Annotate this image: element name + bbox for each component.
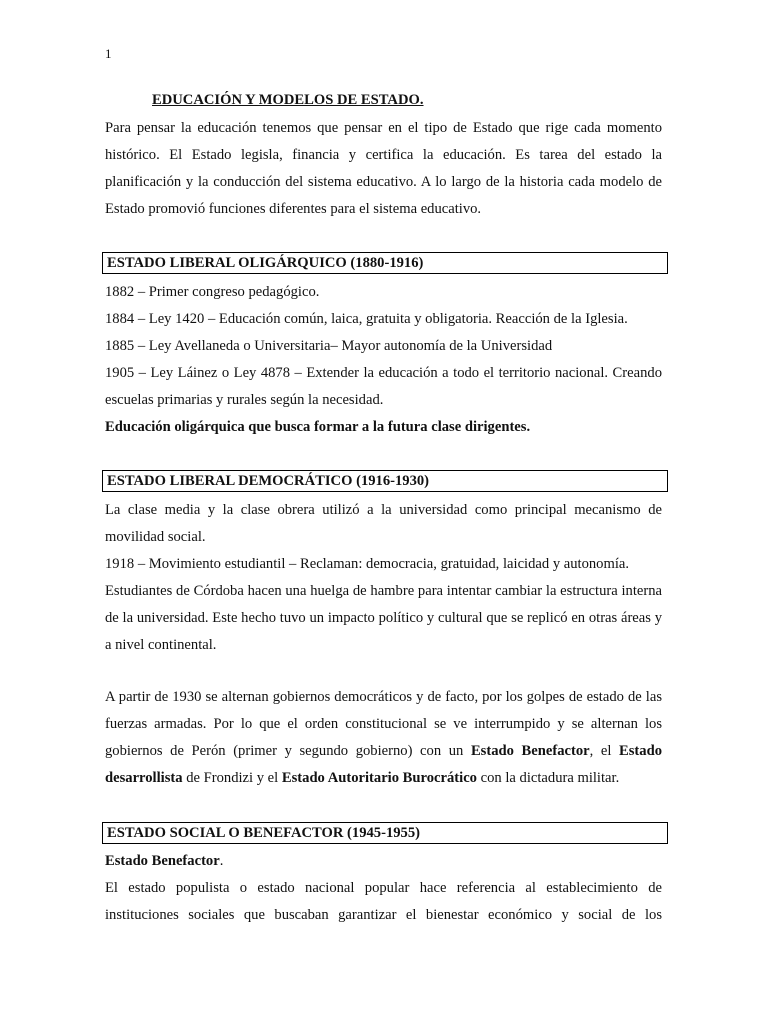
intro-text: Para pensar la educación tenemos que pensar en el tipo de Estado que rige cada momento histórico. El Estado legisla, financia y certifica la educación. Es tarea del estado la planificación y la conducción del sistema educativo. A lo largo de la historia cada modelo de Estado promovió funciones diferentes para el sistema educativo. — [105, 120, 662, 217]
paragraph — [105, 684, 662, 792]
bold-text: Estado desarrollista — [105, 743, 662, 786]
document-title: EDUCACIÓN Y MODELOS DE ESTADO. — [152, 92, 424, 108]
intro-paragraph — [105, 115, 662, 223]
list-item: 1885 – Ley Avellaneda o Universitaria– Mayor autonomía de la Universidad — [105, 338, 553, 354]
text-run: A partir de 1930 se alternan gobiernos democráticos y de facto, por los golpes de estado de las fuerzas armadas. Por lo que el orden constitucional se ve interrumpido y se alternan los gobiernos de Perón (primer y segundo gobierno) con un — [105, 689, 662, 759]
paragraph: El estado populista o estado nacional popular hace referencia al establecimiento de instituciones sociales que buscaban garantizar el bienestar económico y social de los — [105, 880, 662, 923]
text-run: , el — [589, 743, 620, 759]
text-run: de Frondizi y el — [182, 770, 282, 786]
section-benefactor-body — [105, 848, 662, 929]
section-oligarquico-body — [105, 279, 662, 441]
bold-text: Estado Autoritario Burocrático — [281, 770, 477, 786]
text-run: . — [219, 853, 224, 869]
subheading — [105, 848, 662, 875]
list-item: 1884 – Ley 1420 – Educación común, laica, gratuita y obligatoria. Reacción de la Iglesia. — [105, 311, 628, 327]
paragraph: 1918 – Movimiento estudiantil – Reclaman: democracia, gratuidad, laicidad y autonomía. — [105, 556, 630, 572]
paragraph: Estudiantes de Córdoba hacen una huelga de hambre para intentar cambiar la estructura interna de la universidad. Este hecho tuvo un impacto político y cultural que se replicó en otras áreas y a nivel continental. — [105, 583, 662, 653]
list-item: 1905 – Ley Láinez o Ley 4878 – Extender la educación a todo el territorio nacional. Creando escuelas primarias y rurales según la necesidad. — [105, 365, 662, 408]
section-heading-oligarquico: ESTADO LIBERAL OLIGÁRQUICO (1880-1916) — [102, 252, 668, 274]
bold-text: Estado Benefactor — [105, 853, 220, 869]
section-conclusion: Educación oligárquica que busca formar a la futura clase dirigentes. — [105, 419, 531, 435]
page-number: 1 — [105, 46, 112, 61]
section-heading-democratico: ESTADO LIBERAL DEMOCRÁTICO (1916-1930) — [102, 470, 668, 492]
list-item: 1882 – Primer congreso pedagógico. — [105, 284, 320, 300]
section-democratico-body — [105, 497, 662, 659]
bold-text: Estado Benefactor — [470, 743, 590, 759]
paragraph: La clase media y la clase obrera utilizó a la universidad como principal mecanismo de movilidad social. — [105, 502, 662, 545]
paragraph-1930 — [105, 684, 662, 792]
text-run: con la dictadura militar. — [476, 770, 620, 786]
section-heading-benefactor: ESTADO SOCIAL O BENEFACTOR (1945-1955) — [102, 822, 668, 844]
